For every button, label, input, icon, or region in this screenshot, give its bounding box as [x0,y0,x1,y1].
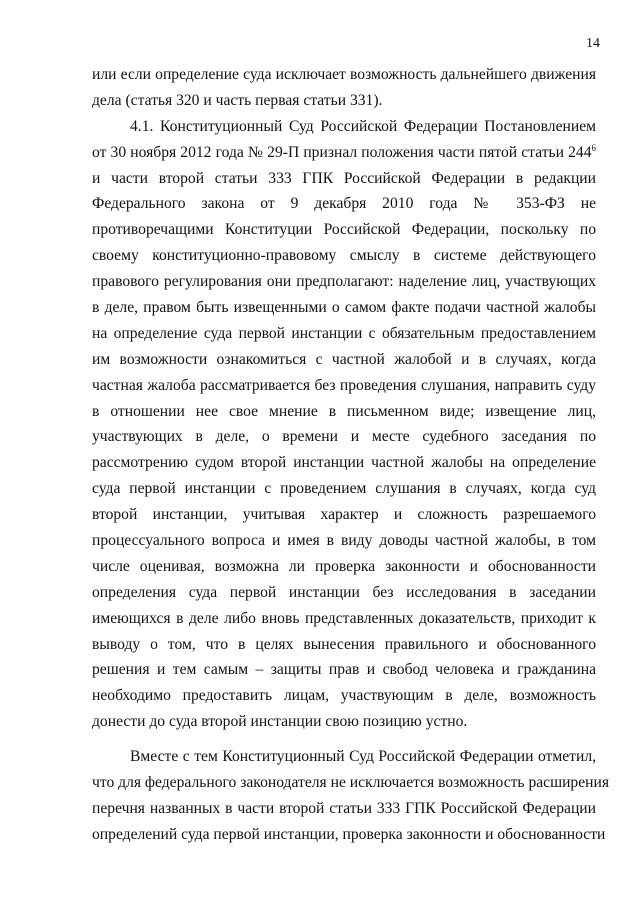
text-line: правового регулирования они предполагают: наделение лиц, участвующих [92,273,596,291]
text-line: перечня названных в части второй статьи 333 ГПК Российской Федерации [92,799,596,817]
text-line: Федерального закона от 9 декабря 2010 года № 353-ФЗ не [92,195,596,213]
text-line: им возможности ознакомиться с частной жалобой и в случаях, когда [92,350,596,368]
text-line: участвующих в деле, о времени и месте судебного заседания по [92,428,596,446]
text-line: решения и тем самым – защиты прав и свобод человека и гражданина [92,661,596,679]
text-line: числе оценивая, возможна ли проверка законности и обоснованности [92,557,596,575]
document-body [92,62,610,848]
text-line: выводу о том, что в целях вынесения правильного и обоснованного [92,635,596,653]
text-line: определений суда первой инстанции, проверка законности и обоснованности [92,825,606,843]
page-number: 14 [586,36,600,51]
text-fragment: от 30 ноября 2012 года № 29-П признал положения части пятой статьи 244 [92,143,592,161]
text-line: на определение суда первой инстанции с обязательным предоставлением [92,324,596,342]
text-line: противоречащими Конституции Российской Федерации, поскольку по [92,221,596,239]
text-line: что для федерального законодателя не исключается возможность расширения [92,774,610,792]
text-line: в деле, правом быть извещенными о самом факте подачи частной жалобы [92,299,596,317]
text-line: суда первой инстанции с проведением слушания в случаях, когда суд [92,480,596,498]
text-line: Вместе с тем Конституционный Суд Российской Федерации отметил, [130,748,596,766]
footnote-superscript: 6 [591,142,596,153]
text-line: дела (статья 320 и часть первая статьи 331). [92,91,383,109]
text-line: имеющихся в деле либо вновь представленных доказательств, приходит к [92,609,596,627]
text-line: необходимо предоставить лицам, участвующим в деле, возможность [92,687,596,705]
text-line [92,140,596,166]
text-line: и части второй статьи 333 ГПК Российской Федерации в редакции [92,169,596,187]
paragraph [92,744,610,848]
text-line: в отношении нее свое мнение в письменном виде; извещение лиц, [92,402,596,420]
text-line: второй инстанции, учитывая характер и сложность разрешаемого [92,506,596,524]
paragraph [92,62,596,114]
paragraph [92,114,596,735]
paragraph-gap [92,735,596,744]
text-line: 4.1. Конституционный Суд Российской Федерации Постановлением [130,117,596,135]
text-line: рассмотрению судом второй инстанции частной жалобы на определение [92,454,596,472]
text-line: процессуального вопроса и имея в виду доводы частной жалобы, в том [92,532,596,550]
text-line: частная жалоба рассматривается без проведения слушания, направить суду [92,376,596,394]
text-line: определения суда первой инстанции без исследования в заседании [92,583,596,601]
text-line: донести до суда второй инстанции свою позицию устно. [92,713,468,731]
text-line: или если определение суда исключает возможность дальнейшего движения [92,66,596,83]
text-line: своему конституционно-правовому смыслу в системе действующего [92,247,596,265]
